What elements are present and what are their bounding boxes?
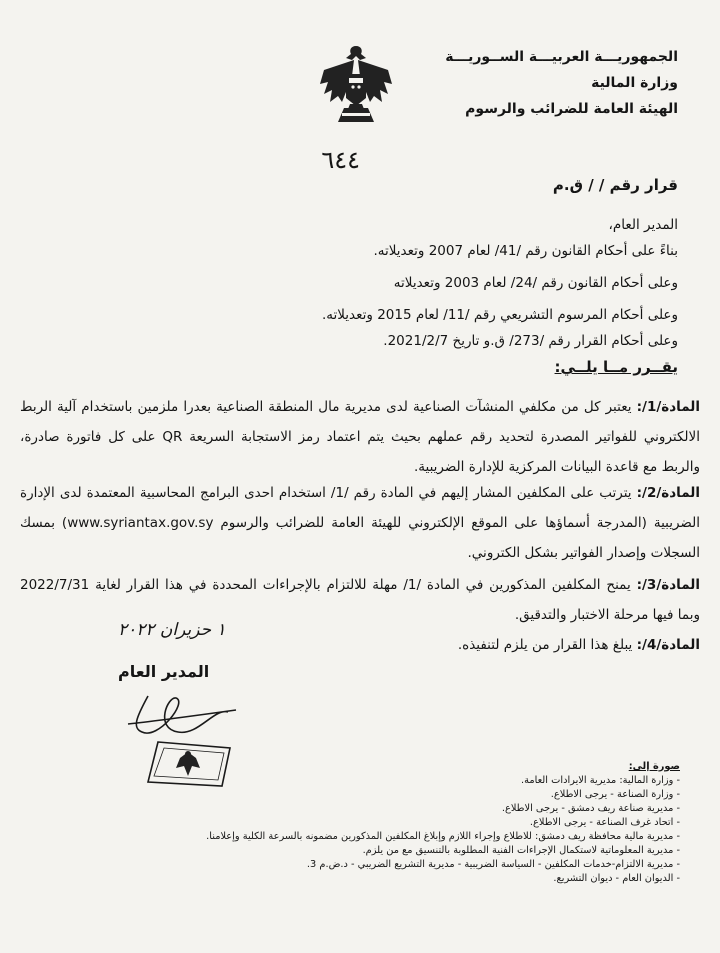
preamble-line-2: وعلى أحكام القانون رقم /24/ لعام 2003 وتعديلاته bbox=[393, 275, 678, 291]
article-text: يعتبر كل من مكلفي المنشآت الصناعية لدى مديرية مال المنطقة الصناعية بعدرا ملزمين باستخدام آلية الربط الالكتروني للفواتير المصدرة لتحديد رقم عملهم بحيث يتم اعتماد رمز الاستجابة السريعة QR على كل فاتورة صادرة، والربط مع قاعدة البيانات المركزية للإدارة الضريبية. bbox=[20, 399, 700, 475]
resolves-heading: يقــرر مــا يلــي: bbox=[554, 358, 678, 376]
handwritten-date: ١ حزيران ٢٠٢٢ bbox=[118, 620, 226, 640]
article-label: المادة/4/: bbox=[636, 637, 700, 653]
ministry-name: وزارة المالية bbox=[591, 75, 678, 91]
preamble-line-4: وعلى أحكام القرار رقم /273/ ق.و تاريخ 2021/2/7. bbox=[383, 333, 678, 349]
addressee-line: المدير العام، bbox=[608, 217, 678, 233]
list-item: - مديرية المعلوماتية لاستكمال الإجراءات الفنية المطلوبة بالتنسيق مع من يلزم. bbox=[362, 845, 680, 856]
list-item: - اتحاد غرف الصناعة - يرجى الاطلاع. bbox=[529, 817, 680, 828]
syrian-eagle-emblem-icon bbox=[316, 40, 396, 130]
list-item: - وزارة الصناعة - يرجى الاطلاع. bbox=[550, 789, 680, 800]
article-text-end: ) بمسك السجلات وإصدار الفواتير بشكل الكتروني. bbox=[20, 515, 700, 561]
copies-to-section bbox=[120, 760, 680, 886]
article-2 bbox=[20, 478, 700, 568]
signatory-title: المدير العام bbox=[118, 662, 210, 681]
article-1 bbox=[20, 392, 700, 482]
handwritten-decree-number: ٦٤٤ bbox=[321, 146, 360, 174]
letterhead bbox=[445, 44, 678, 122]
list-item: - مديرية مالية محافظة ريف دمشق: للاطلاع وإجراء اللازم وإبلاغ المكلفين المذكورين مضمونه بالسرعة الكلية وإعلامنا. bbox=[206, 831, 680, 842]
copies-title: صورة إلى: bbox=[628, 761, 680, 772]
list-item: - الديوان العام - ديوان التشريع. bbox=[553, 873, 680, 884]
preamble-line-1: بناءً على أحكام القانون رقم /41/ لعام 2007 وتعديلاته. bbox=[373, 243, 678, 259]
article-label: المادة/2/: bbox=[636, 485, 700, 501]
list-item: - وزارة المالية: مديرية الايرادات العامة. bbox=[520, 775, 680, 786]
list-item: - مديرية صناعة ريف دمشق - يرجى الاطلاع. bbox=[501, 803, 680, 814]
article-label: المادة/1/: bbox=[636, 399, 700, 415]
decree-number-line: قرار رقم / / ق.م bbox=[552, 176, 678, 194]
website-link[interactable]: www.syriantax.gov.sy bbox=[67, 515, 214, 531]
preamble-line-3: وعلى أحكام المرسوم التشريعي رقم /11/ لعام 2015 وتعديلاته. bbox=[321, 307, 678, 323]
article-text: يبلغ هذا القرار من يلزم لتنفيذه. bbox=[457, 637, 633, 653]
authority-name: الهيئة العامة للضرائب والرسوم bbox=[465, 101, 678, 117]
article-text: يمنح المكلفين المذكورين في المادة /1/ مهلة للالتزام بالإجراءات المحددة في هذا القرار لغاية 2022/7/31 وبما فيها مرحلة الاختبار والتدقيق. bbox=[20, 577, 700, 623]
republic-name: الجمهوريـــة العربيـــة الســوريـــة bbox=[445, 49, 678, 65]
article-label: المادة/3/: bbox=[636, 577, 700, 593]
article-text: يترتب على المكلفين المشار إليهم في المادة رقم /1/ استخدام احدى البرامج المحاسبية المعتمدة لدى الإدارة الضريبية (المدرجة أسماؤها على الموقع الإلكتروني للهيئة العامة للضرائب والرسوم bbox=[20, 485, 701, 531]
list-item: - مديرية الالتزام-خدمات المكلفين - السياسة الضريبية - مديرية التشريع الضريبي - د.ض.م 3. bbox=[306, 859, 680, 870]
copies-list bbox=[120, 774, 680, 886]
